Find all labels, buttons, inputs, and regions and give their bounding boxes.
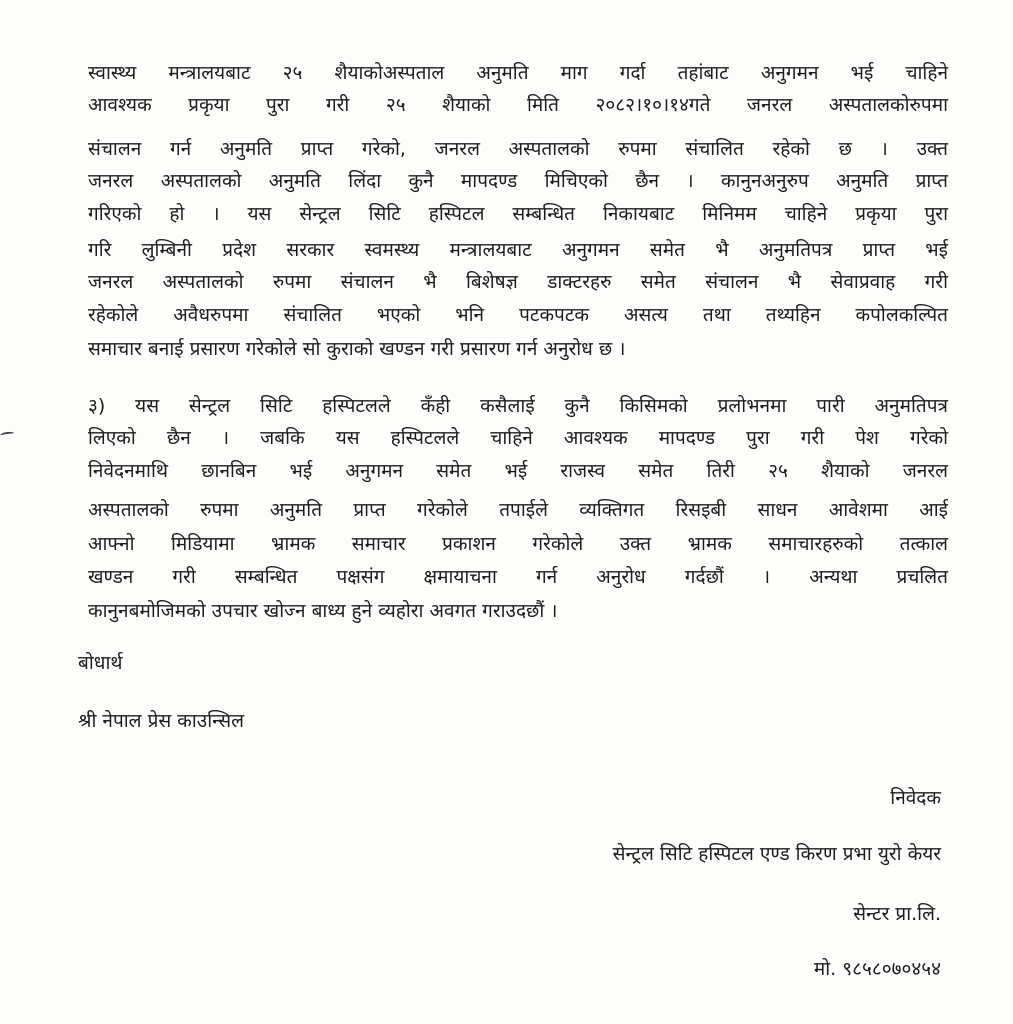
cc-label: बोधार्थ [78, 652, 123, 674]
paragraph-line: समाचार बनाई प्रसारण गरेकोले सो कुराको खण्डन गरी प्रसारण गर्न अनुरोध छ । [88, 338, 626, 360]
paragraph-line: आफ्नो मिडियामा भ्रामक समाचार प्रकाशन गरेकोले उक्त भ्रामक समाचारहरुको तत्काल [88, 533, 948, 555]
paragraph-line: गरिएको हो । यस सेन्ट्रल सिटि हस्पिटल सम्बन्धित निकायबाट मिनिमम चाहिने प्रकृया पुरा [88, 203, 948, 225]
phone-number: मो. ९८५८०७०४५४ [813, 958, 941, 980]
paragraph-line: ३) यस सेन्ट्रल सिटि हस्पिटलले कँही कसैलाई कुनै किसिमको प्रलोभनमा पारी अनुमतिपत्र [88, 395, 948, 417]
paragraph-line: कानुनबमोजिमको उपचार खोज्न बाध्य हुने व्यहोरा अवगत गराउदछौं । [88, 600, 558, 622]
paragraph-line: रहेकोले अवैधरुपमा संचालित भएको भनि पटकपटक असत्य तथा तथ्यहिन कपोलकल्पित [88, 304, 948, 326]
paragraph-line: अस्पतालको रुपमा अनुमति प्राप्त गरेकोले तपाईले व्यक्तिगत रिसइबी साधन आवेशमा आई [88, 499, 948, 521]
signature-label: निवेदक [890, 787, 941, 809]
paragraph-line: जनरल अस्पतालको अनुमति लिंदा कुनै मापदण्ड मिचिएको छैन । कानुनअनुरुप अनुमति प्राप्त [88, 170, 948, 192]
organization-name-suffix: सेन्टर प्रा.लि. [853, 903, 941, 925]
paragraph-line: गरि लुम्बिनी प्रदेश सरकार स्वमस्थ्य मन्त्रालयबाट अनुगमन समेत भै अनुमतिपत्र प्राप्त भई [88, 239, 948, 261]
organization-name: सेन्ट्रल सिटि हस्पिटल एण्ड किरण प्रभा युरो केयर [612, 843, 941, 865]
paragraph-line: संचालन गर्न अनुमति प्राप्त गरेको, जनरल अस्पतालको रुपमा संचालित रहेको छ । उक्त [88, 138, 948, 160]
paragraph-line: खण्डन गरी सम्बन्धित पक्षसंग क्षमायाचना गर्न अनुरोध गर्दछौं । अन्यथा प्रचलित [88, 566, 948, 588]
paragraph-line: जनरल अस्पतालको रुपमा संचालन भै बिशेषज्ञ डाक्टरहरु समेत संचालन भै सेवाप्रवाह गरी [88, 271, 948, 293]
cc-recipient: श्री नेपाल प्रेस काउन्सिल [78, 710, 244, 732]
paragraph-line: स्वास्थ्य मन्त्रालयबाट २५ शैयाकोअस्पताल अनुमति माग गर्दा तहांबाट अनुगमन भई चाहिने [88, 62, 948, 84]
paragraph-line: आवश्यक प्रकृया पुरा गरी २५ शैयाको मिति २०८२।१०।१४गते जनरल अस्पतालकोरुपमा [88, 94, 948, 116]
paragraph-line: निवेदनमाथि छानबिन भई अनुगमन समेत भई राजस्व समेत तिरी २५ शैयाको जनरल [88, 460, 948, 482]
margin-scan-mark [0, 431, 14, 438]
paragraph-line: लिएको छैन । जबकि यस हस्पिटलले चाहिने आवश्यक मापदण्ड पुरा गरी पेश गरेको [88, 427, 948, 449]
